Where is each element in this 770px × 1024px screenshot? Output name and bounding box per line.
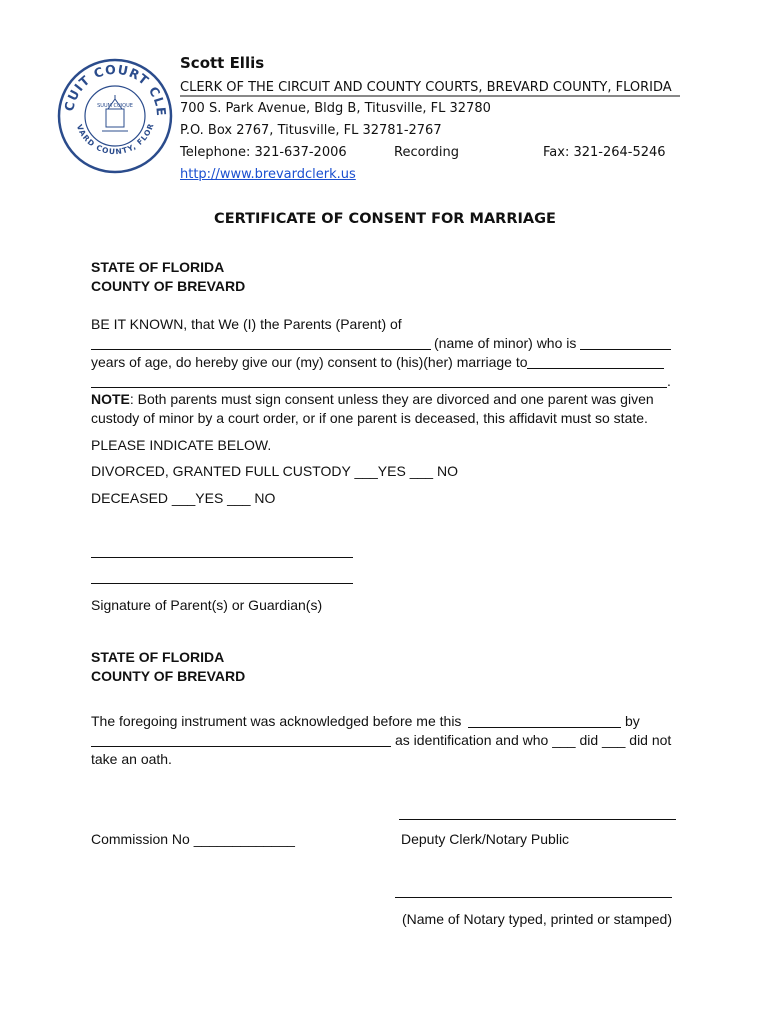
county-label-1: COUNTY OF BREVARD [91, 278, 246, 294]
spouse-name-field-2[interactable] [91, 387, 667, 388]
notary-name-line[interactable] [395, 897, 672, 898]
ack-by: by [625, 713, 640, 729]
ack-text-1: The foregoing instrument was acknowledged before me this [91, 713, 462, 729]
seal-icon [56, 57, 174, 175]
clerk-office: CLERK OF THE CIRCUIT AND COUNTY COURTS, BREVARD COUNTY, FLORIDA [180, 80, 672, 95]
line-period: . [667, 373, 671, 389]
note-text-1: : Both parents must sign consent unless they are divorced and one parent was given [129, 391, 654, 407]
telephone: Telephone: 321-637-2006 [180, 145, 347, 160]
notary-signature-line[interactable] [399, 819, 676, 820]
commission-number[interactable]: Commission No _____________ [91, 831, 295, 847]
minor-age-field[interactable] [580, 349, 671, 350]
note-label: NOTE [91, 391, 130, 407]
county-label-2: COUNTY OF BREVARD [91, 668, 246, 684]
signature-line-1[interactable] [91, 557, 353, 558]
header-divider [180, 95, 680, 97]
clerk-seal [56, 57, 174, 175]
address-line-2: P.O. Box 2767, Titusville, FL 32781-2767 [180, 123, 442, 138]
clerk-website-link[interactable]: http://www.brevardclerk.us [180, 167, 356, 182]
minor-name-label: (name of minor) who is [434, 335, 577, 351]
svg-text:SUUM CUIQUE: SUUM CUIQUE [97, 103, 133, 109]
recording-label: Recording [394, 145, 460, 160]
minor-name-field[interactable] [91, 349, 431, 350]
signature-line-2[interactable] [91, 583, 353, 584]
address-line-1: 700 S. Park Avenue, Bldg B, Titusville, FL 32780 [180, 101, 491, 116]
divorced-option[interactable]: DIVORCED, GRANTED FULL CUSTODY ___YES ___ NO [91, 463, 458, 479]
note-text-2: custody of minor by a court order, or if one parent is deceased, this affidavit must so state. [91, 410, 648, 426]
state-label-2: STATE OF FLORIDA [91, 649, 225, 665]
deputy-clerk-label: Deputy Clerk/Notary Public [401, 831, 570, 847]
clerk-name: Scott Ellis [180, 54, 265, 72]
spouse-name-field-1[interactable] [527, 368, 664, 369]
ack-text-2: as identification and who ___ did ___ did not [395, 732, 672, 748]
ack-text-3: take an oath. [91, 751, 172, 767]
page-title: CERTIFICATE OF CONSENT FOR MARRIAGE [214, 211, 556, 227]
ack-date-field[interactable] [468, 727, 621, 728]
state-label-1: STATE OF FLORIDA [91, 259, 225, 275]
identification-field[interactable] [91, 746, 391, 747]
note-line-1 [91, 391, 654, 407]
consent-text: years of age, do hereby give our (my) consent to (his)(her) marriage to [91, 354, 528, 370]
deceased-option[interactable]: DECEASED ___YES ___ NO [91, 490, 276, 506]
svg-text:BREVARD COUNTY, FLORIDA: VARD COUNTY, FLOR [74, 121, 156, 157]
signature-label: Signature of Parent(s) or Guardian(s) [91, 597, 323, 613]
indicate-text: PLEASE INDICATE BELOW. [91, 437, 272, 453]
notary-name-label: (Name of Notary typed, printed or stamped) [402, 911, 673, 927]
fax: Fax: 321-264-5246 [543, 145, 666, 160]
intro-text: BE IT KNOWN, that We (I) the Parents (Parent) of [91, 316, 402, 332]
svg-text:CIRCUIT COURT CLERK: CUIT COURT CLE [61, 61, 170, 118]
